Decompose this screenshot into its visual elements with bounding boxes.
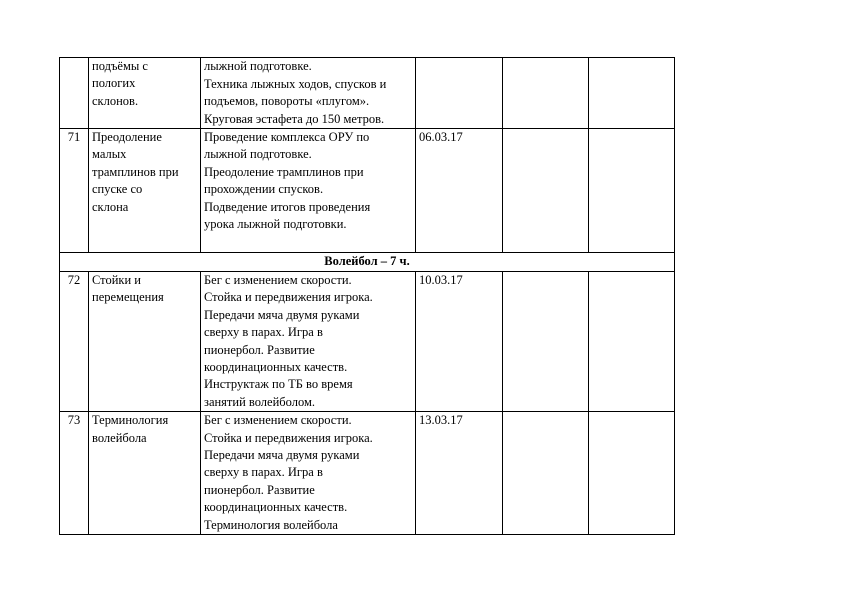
- lesson-topic: Стойки и перемещения: [92, 273, 164, 305]
- extra-cell: [589, 272, 675, 412]
- extra-cell: [589, 129, 675, 253]
- extra-cell: [503, 129, 589, 253]
- content-line: Проведение комплекса ОРУ по: [204, 130, 370, 144]
- section-row: [60, 253, 675, 272]
- content-line: Терминология волейбола: [204, 517, 338, 532]
- content-line: Круговая эстафета до 150 метров.: [204, 111, 385, 126]
- content-line: лыжной подготовке.: [204, 147, 312, 162]
- content-line: сверху в парах. Игра в: [204, 325, 323, 340]
- lesson-topic-cell: [89, 272, 201, 412]
- content-line: Бег с изменением скорости.: [204, 273, 352, 287]
- lesson-topic-cell: [89, 412, 201, 535]
- lesson-topic: подъёмы с пологих склонов.: [92, 59, 148, 108]
- content-line: подъемов, повороты «плугом».: [204, 94, 370, 109]
- lesson-number-cell: 73: [60, 412, 89, 535]
- lesson-content-cell: [201, 272, 416, 412]
- content-line: Бег с изменением скорости.: [204, 413, 352, 428]
- content-line: Инструктаж по ТБ во время: [204, 377, 353, 392]
- table-row: [60, 412, 675, 535]
- extra-cell: [589, 412, 675, 535]
- lesson-topic-cell: [89, 129, 201, 253]
- content-line: координационных качеств.: [204, 360, 348, 375]
- lesson-content-cell: [201, 129, 416, 253]
- content-line: урока лыжной подготовки.: [204, 217, 347, 232]
- lesson-number-cell: 72: [60, 272, 89, 412]
- table-row: [60, 58, 675, 129]
- lesson-date-cell: [416, 58, 503, 129]
- lesson-topic: Преодоление малых трамплинов при спуске со склона: [92, 130, 179, 214]
- section-heading: Волейбол – 7 ч.: [60, 253, 675, 272]
- content-line: сверху в парах. Игра в: [204, 465, 323, 480]
- content-line: прохождении спусков.: [204, 182, 324, 197]
- table-row: [60, 129, 675, 253]
- lesson-topic-cell: [89, 58, 201, 129]
- lesson-content-cell: [201, 58, 416, 129]
- content-line: Преодоление трамплинов при: [204, 164, 364, 179]
- extra-cell: [503, 58, 589, 129]
- lesson-date: 10.03.17: [419, 273, 463, 287]
- lesson-date: 13.03.17: [419, 413, 463, 428]
- content-line: пионербол. Развитие: [204, 342, 315, 357]
- lesson-date: 06.03.17: [419, 130, 463, 144]
- lesson-plan-table: [59, 57, 675, 535]
- lesson-number-cell: 71: [60, 129, 89, 253]
- content-line: Передачи мяча двумя руками: [204, 307, 360, 322]
- lesson-content-cell: [201, 412, 416, 535]
- extra-cell: [503, 412, 589, 535]
- lesson-date-cell: [416, 412, 503, 535]
- extra-cell: [589, 58, 675, 129]
- content-line: занятий волейболом.: [204, 394, 315, 409]
- content-line: Стойка и передвижения игрока.: [204, 290, 373, 305]
- content-line: Подведение итогов проведения: [204, 199, 371, 214]
- lesson-date-cell: [416, 272, 503, 412]
- lesson-date-cell: [416, 129, 503, 253]
- table-row: [60, 272, 675, 412]
- lesson-number-cell: [60, 58, 89, 129]
- content-line: Техника лыжных ходов, спусков и: [204, 76, 387, 91]
- content-line: Стойка и передвижения игрока.: [204, 430, 373, 445]
- content-line: лыжной подготовке.: [204, 59, 312, 74]
- content-line: пионербол. Развитие: [204, 482, 315, 497]
- content-line: Передачи мяча двумя руками: [204, 448, 360, 463]
- lesson-topic: Терминология волейбола: [92, 413, 169, 445]
- extra-cell: [503, 272, 589, 412]
- content-line: координационных качеств.: [204, 500, 348, 515]
